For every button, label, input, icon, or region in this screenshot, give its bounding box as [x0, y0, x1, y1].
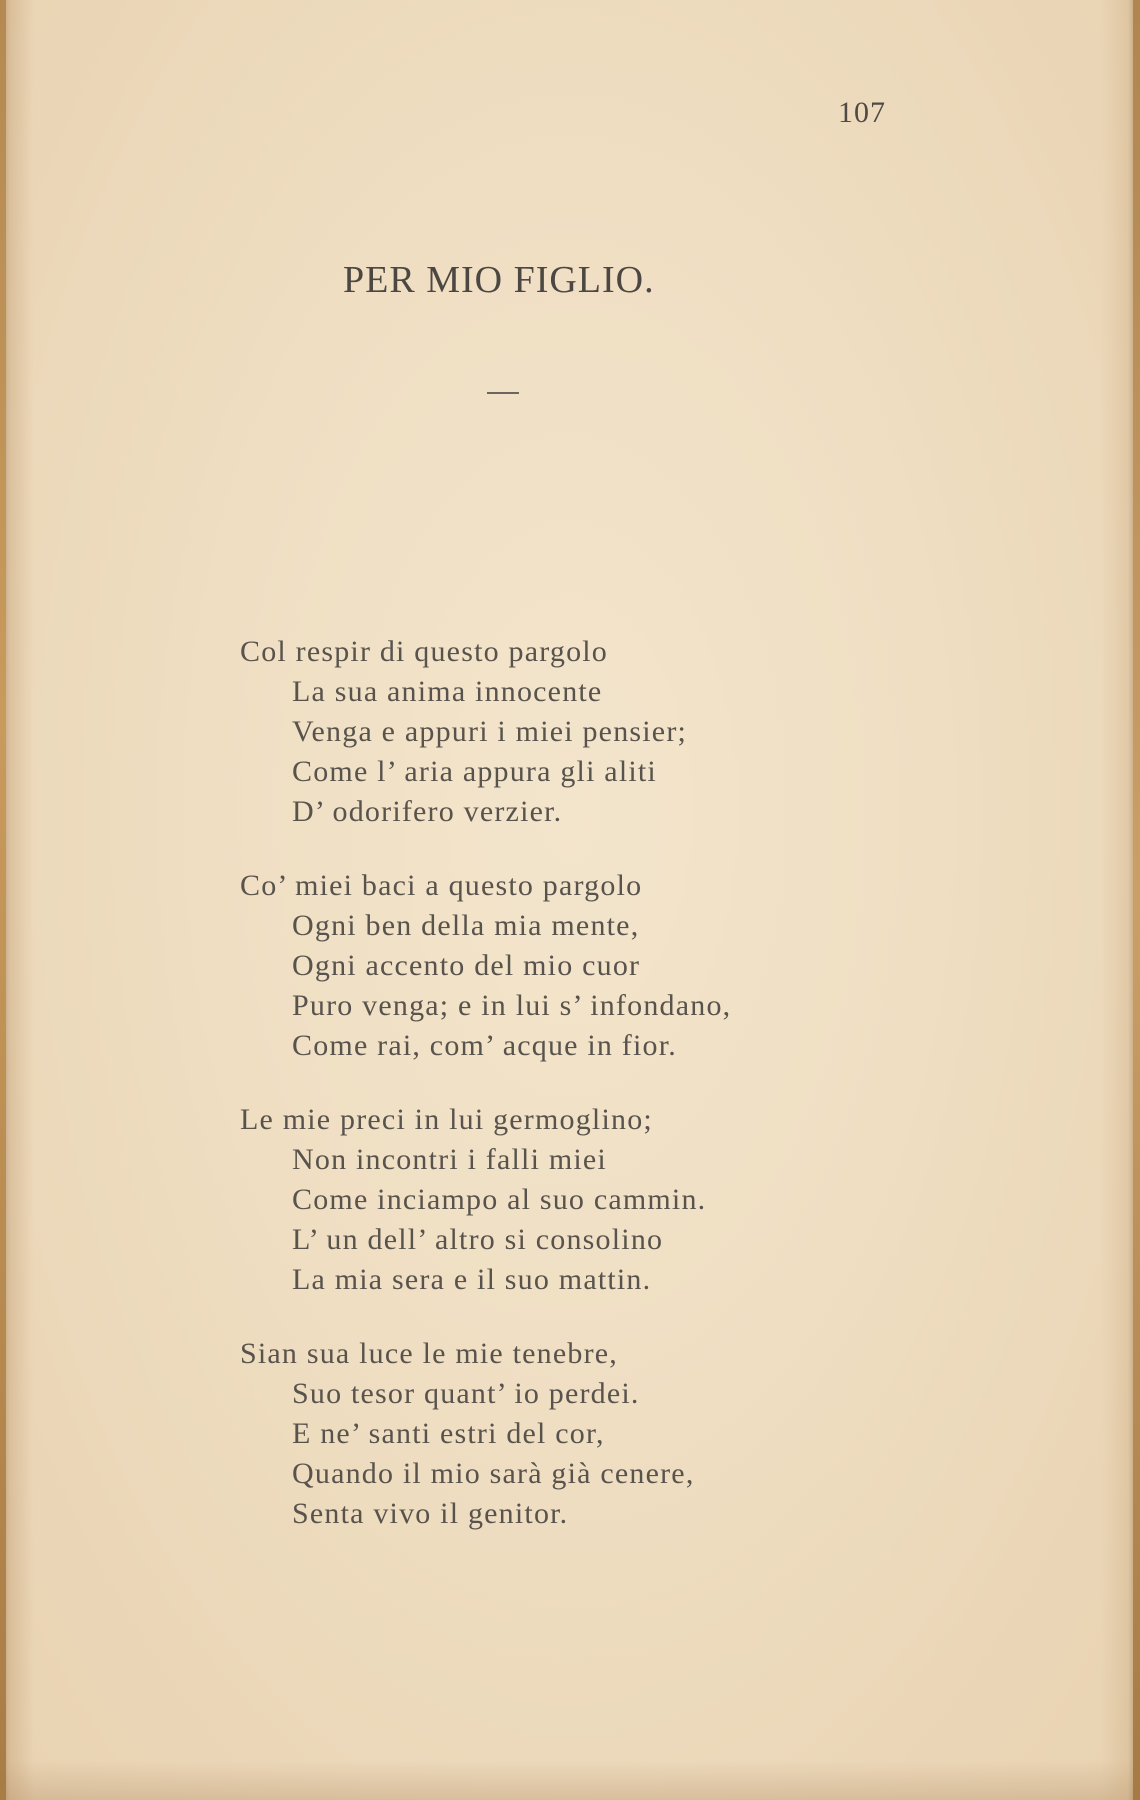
poem-line: Ogni accento del mio cuor	[292, 949, 641, 982]
poem-line: Senta vivo il genitor.	[292, 1497, 569, 1530]
poem-line: D’ odorifero verzier.	[292, 795, 563, 828]
poem-line: Come l’ aria appura gli aliti	[292, 755, 657, 788]
poem-body	[240, 632, 840, 1568]
poem-line: Suo tesor quant’ io perdei.	[292, 1377, 640, 1410]
stanza-1	[240, 632, 840, 832]
poem-line: Venga e appuri i miei pensier;	[292, 715, 688, 748]
poem-line: Come rai, com’ acque in fior.	[292, 1029, 677, 1062]
poem-line: E ne’ santi estri del cor,	[292, 1417, 605, 1450]
page-number: 107	[838, 96, 886, 129]
page-edge	[1133, 0, 1140, 1800]
poem-line: La sua anima innocente	[292, 675, 603, 708]
page-gutter-shadow	[0, 0, 6, 1800]
poem-line: Sian sua luce le mie tenebre,	[240, 1337, 618, 1370]
poem-line: La mia sera e il suo mattin.	[292, 1263, 652, 1296]
title-separator	[487, 392, 519, 394]
poem-line: Puro venga; e in lui s’ infondano,	[292, 989, 732, 1022]
poem-line: Co’ miei baci a questo pargolo	[240, 869, 643, 902]
poem-line: Col respir di questo pargolo	[240, 635, 609, 668]
poem-line: Quando il mio sarà già cenere,	[292, 1457, 695, 1490]
poem-title: PER MIO FIGLIO.	[343, 259, 655, 301]
poem-line: Come inciampo al suo cammin.	[292, 1183, 707, 1216]
stanza-3	[240, 1100, 840, 1300]
poem-line: Non incontri i falli miei	[292, 1143, 607, 1176]
poem-line: L’ un dell’ altro si consolino	[292, 1223, 664, 1256]
poem-line: Le mie preci in lui germoglino;	[240, 1103, 653, 1136]
poem-line: Ogni ben della mia mente,	[292, 909, 640, 942]
stanza-2	[240, 866, 840, 1066]
stanza-4	[240, 1334, 840, 1534]
